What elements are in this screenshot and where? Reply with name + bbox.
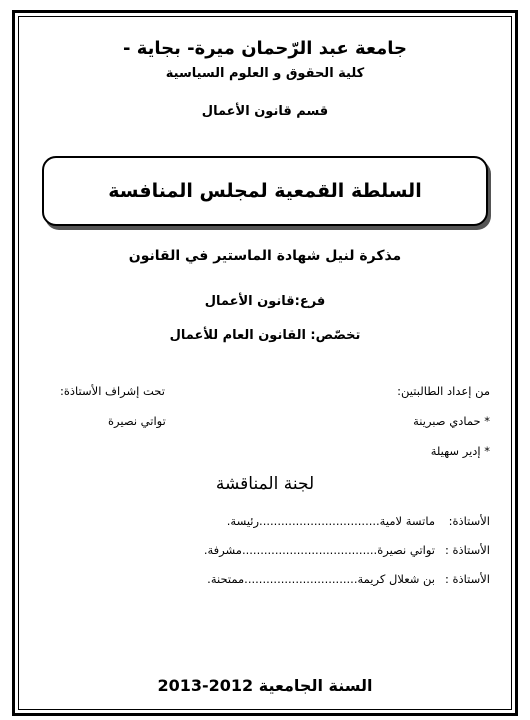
member-label: الأستاذة: (448, 514, 490, 528)
degree-line: مذكرة لنيل شهادة الماستير في القانون (128, 248, 402, 264)
branch-line: فرع:قانون الأعمال (204, 294, 326, 309)
specialty-line: تخصّص: القانون العام للأعمال (169, 328, 361, 343)
faculty-name: كلية الحقوق و العلوم السياسية (165, 66, 365, 81)
department-name: قسم قانون الأعمال (201, 104, 329, 119)
student-2: * إدير سهيلة (430, 444, 490, 458)
member-label: الأستاذة : (444, 543, 490, 557)
committee-member-2 (70, 543, 490, 557)
supervision-label: تحت إشراف الأستاذة: (60, 384, 165, 398)
academic-year: السنة الجامعية 2012-2013 (157, 676, 373, 695)
member-entry: ماتسة لامية.................................رئيسة. (226, 514, 435, 528)
member-label: الأستاذة : (444, 572, 490, 586)
committee-member-1 (70, 514, 490, 528)
student-1: * حمادي صبرينة (413, 414, 490, 428)
university-name: جامعة عبد الرّحمان ميرة- بجاية - (122, 38, 408, 59)
member-entry: بن شعلال كريمة...............................ممتحنة. (207, 572, 435, 586)
students-label: من إعداد الطالبتين: (397, 384, 490, 398)
page-border-inner (18, 16, 512, 710)
thesis-title-box (42, 156, 488, 226)
committee-title: لجنة المناقشة (215, 474, 315, 494)
thesis-title: السلطة القمعية لمجلس المنافسة (108, 180, 422, 202)
committee-member-3 (70, 572, 490, 586)
member-entry: تواتي نصيرة.....................................مشرفة. (203, 543, 435, 557)
supervisor-name: تواتي نصيرة (108, 414, 166, 428)
